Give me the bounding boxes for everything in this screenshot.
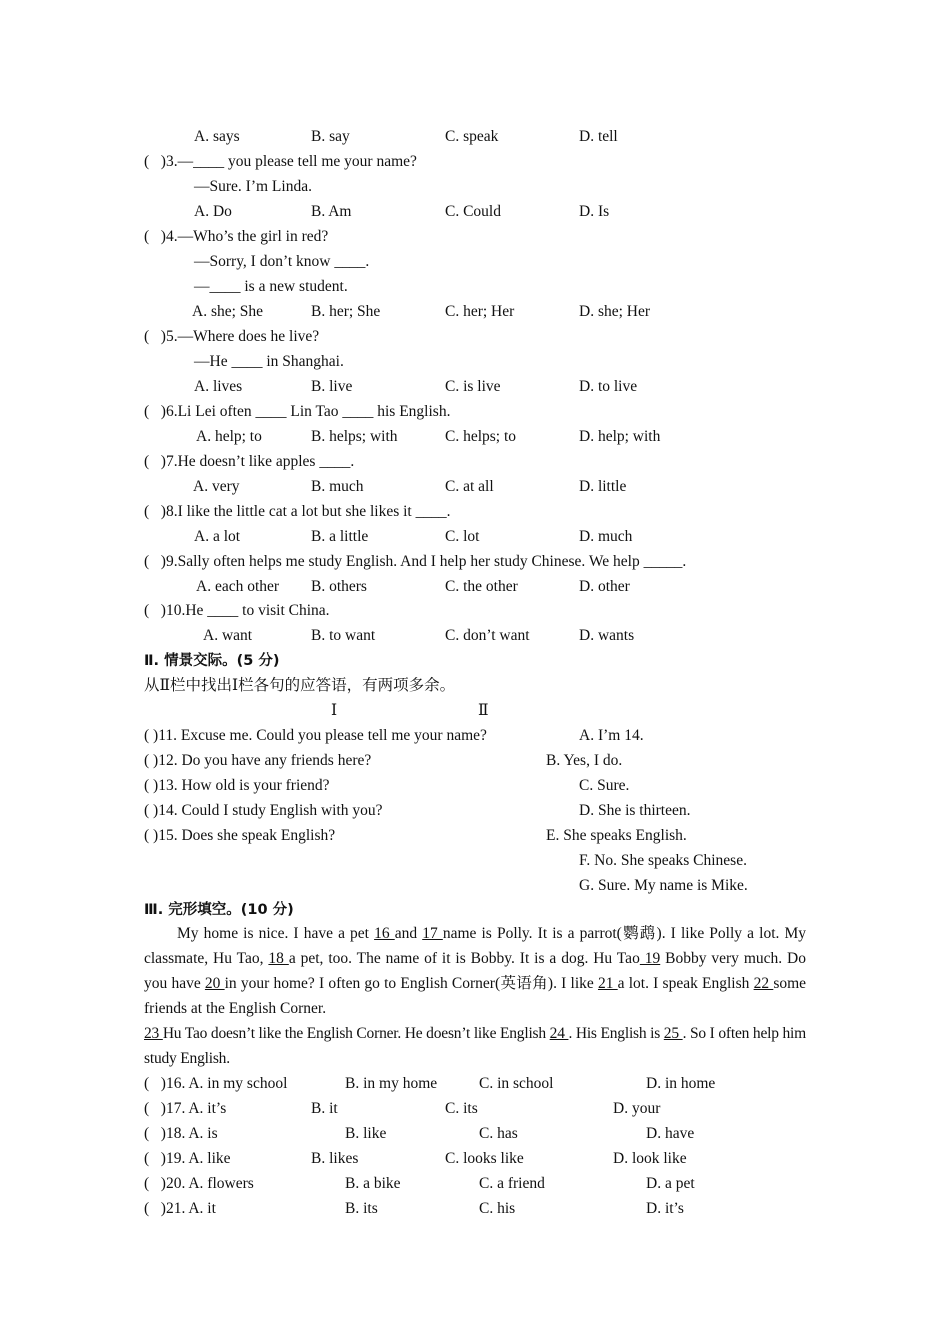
passage-text: in your home? I often go to English Corner(英语角). I like xyxy=(224,975,598,992)
column-1-header: Ⅰ xyxy=(331,702,338,719)
blank-22: 22 xyxy=(753,975,774,992)
matching-item: ( )11. Excuse me. Could you please tell me your name? xyxy=(144,727,487,744)
question-dialogue-line: —Sure. I’m Linda. xyxy=(194,178,312,195)
option-b: B. likes xyxy=(311,1150,359,1167)
matching-item: ( )15. Does she speak English? xyxy=(144,827,336,844)
question-3: ( )3.—____ you please tell me your name? xyxy=(144,153,417,170)
question-stem: He doesn’t like apples ____. xyxy=(177,453,355,470)
q6-option-b: B. helps; with xyxy=(311,428,398,445)
question-number: 6 xyxy=(165,403,174,420)
q2-option-c: C. speak xyxy=(445,128,499,145)
option-a: A. like xyxy=(188,1150,231,1167)
option-c: C. looks like xyxy=(445,1150,524,1167)
q9-option-c: C. the other xyxy=(445,578,518,595)
option-a: A. in my school xyxy=(188,1075,288,1092)
cloze-question-18: ( )18. A. is xyxy=(144,1125,218,1142)
section-2-title: Ⅱ. 情景交际。(5 分) xyxy=(144,653,280,669)
q9-option-d: D. other xyxy=(579,578,630,595)
question-8: ( )8.I like the little cat a lot but she likes it ____. xyxy=(144,503,451,520)
cloze-question-20: ( )20. A. flowers xyxy=(144,1175,254,1192)
column-2-header: Ⅱ xyxy=(478,702,489,719)
matching-answer: E. She speaks English. xyxy=(546,827,687,844)
question-7: ( )7.He doesn’t like apples ____. xyxy=(144,453,355,470)
q10-option-d: D. wants xyxy=(579,627,635,644)
question-number: 3 xyxy=(165,153,174,170)
q5-option-c: C. is live xyxy=(445,378,501,395)
q7-option-b: B. much xyxy=(311,478,364,495)
option-a: A. flowers xyxy=(188,1175,254,1192)
q9-option-b: B. others xyxy=(311,578,367,595)
question-5: ( )5.—Where does he live? xyxy=(144,328,320,345)
option-d: D. have xyxy=(646,1125,695,1142)
blank-21: 21 xyxy=(597,975,618,992)
blank-20: 20 xyxy=(204,975,225,992)
question-stem: —Who’s the girl in red? xyxy=(177,228,329,245)
question-stem: Li Lei often ____ Lin Tao ____ his English. xyxy=(177,403,451,420)
option-c: C. his xyxy=(479,1200,516,1217)
blank-23: 23 xyxy=(144,1025,163,1042)
option-b: B. in my home xyxy=(345,1075,438,1092)
blank-17: 17 xyxy=(422,925,443,942)
question-number: 19 xyxy=(165,1150,182,1167)
question-dialogue-line: —____ is a new student. xyxy=(194,278,348,295)
matching-answer: B. Yes, I do. xyxy=(546,752,623,769)
question-number: 16 xyxy=(165,1075,182,1092)
q3-option-d: D. Is xyxy=(579,203,610,220)
q8-option-c: C. lot xyxy=(445,528,480,545)
cloze-passage-paragraph-1 xyxy=(144,921,806,1021)
blank-18: 18 xyxy=(268,950,289,967)
question-stem: He ____ to visit China. xyxy=(185,602,330,619)
passage-text: a lot. I speak English xyxy=(617,975,754,992)
q10-option-a: A. want xyxy=(203,627,253,644)
q2-option-b: B. say xyxy=(311,128,350,145)
blank-16: 16 xyxy=(374,925,395,942)
blank-24: 24 xyxy=(549,1025,569,1042)
q5-option-b: B. live xyxy=(311,378,353,395)
q9-option-a: A. each other xyxy=(196,578,280,595)
q4-option-c: C. her; Her xyxy=(445,303,515,320)
option-d: D. in home xyxy=(646,1075,716,1092)
q6-option-c: C. helps; to xyxy=(445,428,517,445)
option-d: D. a pet xyxy=(646,1175,695,1192)
q7-option-c: C. at all xyxy=(445,478,494,495)
matching-item: ( )12. Do you have any friends here? xyxy=(144,752,372,769)
option-a: A. it’s xyxy=(188,1100,227,1117)
cloze-question-16: ( )16. A. in my school xyxy=(144,1075,288,1092)
q8-option-b: B. a little xyxy=(311,528,369,545)
passage-text: My home is nice. I have a pet xyxy=(177,925,375,942)
option-c: C. has xyxy=(479,1125,518,1142)
question-number: 20 xyxy=(165,1175,182,1192)
passage-text: a pet, too. The name of it is Bobby. It is a dog. Hu Tao xyxy=(288,950,640,967)
option-d: D. look like xyxy=(613,1150,687,1167)
matching-item: ( )13. How old is your friend? xyxy=(144,777,330,794)
q10-option-b: B. to want xyxy=(311,627,376,644)
question-dialogue-line: —He ____ in Shanghai. xyxy=(194,353,344,370)
passage-text: name is Polly. It is a parrot(鹦鹉). I like Polly a lot. My classmate, Hu Tao, xyxy=(144,925,807,967)
q7-option-d: D. little xyxy=(579,478,627,495)
matching-item: ( )14. Could I study English with you? xyxy=(144,802,383,819)
question-number: 17 xyxy=(165,1100,182,1117)
question-number: 5 xyxy=(165,328,174,345)
q10-option-c: C. don’t want xyxy=(445,627,530,644)
matching-answer: F. No. She speaks Chinese. xyxy=(579,852,747,869)
q3-option-c: C. Could xyxy=(445,203,501,220)
passage-text: Bobby very much. Do you have xyxy=(144,950,806,992)
q4-option-a: A. she; She xyxy=(192,303,264,320)
option-a: A. is xyxy=(188,1125,218,1142)
option-c: C. a friend xyxy=(479,1175,545,1192)
question-stem: Sally often helps me study English. And I help her study Chinese. We help _____. xyxy=(177,553,687,570)
q7-option-a: A. very xyxy=(193,478,240,495)
question-10: ( )10.He ____ to visit China. xyxy=(144,602,330,619)
passage-text: . His English is xyxy=(568,1025,664,1042)
option-d: D. it’s xyxy=(646,1200,684,1217)
question-dialogue-line: —Sorry, I don’t know ____. xyxy=(194,253,370,270)
question-number: 21 xyxy=(165,1200,182,1217)
blank-19: 19 xyxy=(639,950,661,967)
passage-text: some friends at the English Corner. xyxy=(144,975,807,1017)
matching-answer: D. She is thirteen. xyxy=(579,802,691,819)
cloze-passage-paragraph-2 xyxy=(144,1021,806,1071)
q6-option-a: A. help; to xyxy=(196,428,262,445)
question-6: ( )6.Li Lei often ____ Lin Tao ____ his English. xyxy=(144,403,451,420)
section-2-instruction: 从Ⅱ栏中找出Ⅰ栏各句的应答语，有两项多余。 xyxy=(144,677,456,694)
question-number: 10 xyxy=(165,602,182,619)
option-c: C. in school xyxy=(479,1075,554,1092)
question-stem: I like the little cat a lot but she likes it ____. xyxy=(177,503,451,520)
cloze-question-21: ( )21. A. it xyxy=(144,1200,216,1217)
q3-option-b: B. Am xyxy=(311,203,352,220)
q4-option-b: B. her; She xyxy=(311,303,381,320)
question-number: 9 xyxy=(165,553,174,570)
passage-text: . So I often help him study English. xyxy=(144,1025,806,1067)
q4-option-d: D. she; Her xyxy=(579,303,651,320)
question-number: 7 xyxy=(165,453,174,470)
section-3-title: Ⅲ. 完形填空。(10 分) xyxy=(144,902,294,918)
option-c: C. its xyxy=(445,1100,478,1117)
matching-answer: C. Sure. xyxy=(579,777,630,794)
question-stem: —____ you please tell me your name? xyxy=(177,153,417,170)
question-9: ( )9.Sally often helps me study English. And I help her study Chinese. We help _____. xyxy=(144,553,687,570)
option-a: A. it xyxy=(188,1200,216,1217)
q2-option-d: D. tell xyxy=(579,128,618,145)
matching-answer: A. I’m 14. xyxy=(579,727,644,744)
q6-option-d: D. help; with xyxy=(579,428,661,445)
option-b: B. like xyxy=(345,1125,387,1142)
cloze-question-19: ( )19. A. like xyxy=(144,1150,231,1167)
q8-option-d: D. much xyxy=(579,528,633,545)
q2-option-a: A. says xyxy=(194,128,240,145)
option-b: B. a bike xyxy=(345,1175,401,1192)
cloze-question-17: ( )17. A. it’s xyxy=(144,1100,227,1117)
question-4: ( )4.—Who’s the girl in red? xyxy=(144,228,329,245)
option-b: B. its xyxy=(345,1200,378,1217)
passage-text: Hu Tao doesn’t like the English Corner. He doesn’t like English xyxy=(162,1025,550,1042)
question-number: 18 xyxy=(165,1125,182,1142)
question-stem: —Where does he live? xyxy=(177,328,320,345)
q5-option-a: A. lives xyxy=(194,378,243,395)
blank-25: 25 xyxy=(663,1025,683,1042)
q3-option-a: A. Do xyxy=(194,203,232,220)
question-number: 8 xyxy=(165,503,174,520)
question-number: 4 xyxy=(165,228,174,245)
passage-text: and xyxy=(394,925,423,942)
q5-option-d: D. to live xyxy=(579,378,638,395)
matching-answer: G. Sure. My name is Mike. xyxy=(579,877,748,894)
option-d: D. your xyxy=(613,1100,661,1117)
option-b: B. it xyxy=(311,1100,338,1117)
q8-option-a: A. a lot xyxy=(194,528,241,545)
